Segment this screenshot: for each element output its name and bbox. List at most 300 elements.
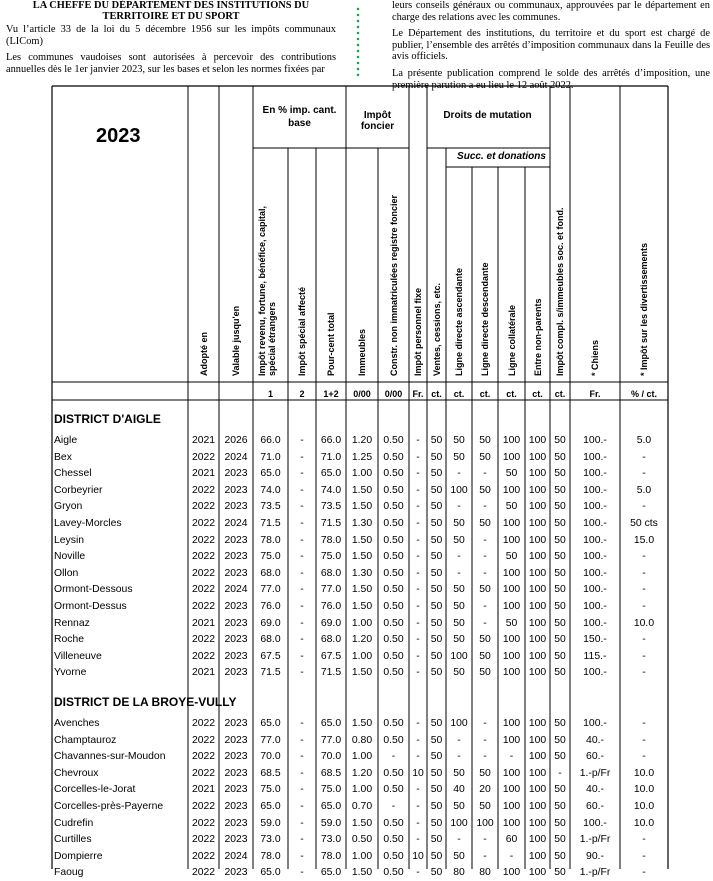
- table-cell: 67.5: [320, 650, 342, 662]
- table-cell: 50: [430, 551, 443, 563]
- intro-paragraph: Vu l’article 33 de la loi du 5 décembre 1956 sur les impôts communaux (LICom): [6, 24, 336, 47]
- col-header-ligne-collaterale: Ligne collatérale: [506, 304, 517, 376]
- table-cell: 2022: [191, 850, 216, 862]
- table-cell: 71.0: [320, 451, 342, 463]
- table-cell: 10.0: [633, 817, 655, 829]
- commune-name: Rennaz: [54, 617, 90, 629]
- table-cell: -: [642, 734, 646, 746]
- commune-name: Lavey-Morcles: [54, 518, 122, 529]
- table-cell: 1.50: [351, 718, 373, 729]
- table-cell: 50: [479, 801, 491, 812]
- department-heading: LA CHEFFE DU DÉPARTEMENT DES INSTITUTIONS DU TERRITOIRE ET DU SPORT: [32, 0, 310, 22]
- table-cell: -: [416, 834, 420, 846]
- table-cell: 80: [479, 867, 491, 879]
- commune-name: Gryon: [54, 501, 83, 513]
- table-cell: 100: [450, 718, 468, 729]
- table-cell: 66.0: [320, 435, 342, 446]
- table-cell: 71.5: [260, 518, 281, 529]
- table-cell: 50: [554, 650, 566, 662]
- intro-paragraph: Les communes vaudoises sont autorisées à percevoir des contributions annuelles dès le 1er janvier 2023, sur les bases et selon les normes fixées par: [6, 52, 336, 75]
- commune-name: Noville: [54, 551, 86, 563]
- table-cell: 2022: [191, 834, 216, 846]
- table-cell: 10: [412, 767, 424, 779]
- table-cell: -: [483, 534, 487, 546]
- table-cell: 100.-: [583, 551, 607, 563]
- col-header-impot-divertissements: * Impôt sur les divertissements: [639, 242, 649, 376]
- table-cell: 100: [528, 667, 547, 679]
- unit-cell: 2: [299, 389, 305, 399]
- table-cell: -: [483, 567, 487, 579]
- table-cell: 100: [528, 601, 547, 612]
- table-cell: -: [416, 501, 420, 513]
- table-cell: -: [457, 551, 461, 563]
- table-cell: 2021: [191, 468, 216, 480]
- table-cell: 100: [528, 718, 547, 729]
- table-cell: 50: [554, 850, 566, 862]
- table-cell: 50: [430, 650, 443, 662]
- table-cell: 100: [502, 451, 521, 463]
- table-cell: 50: [453, 767, 465, 779]
- table-cell: -: [642, 451, 646, 463]
- table-cell: 75.0: [260, 551, 281, 563]
- table-cell: 50: [430, 867, 443, 879]
- table-cell: 100.-: [583, 817, 607, 829]
- table-cell: 100: [528, 634, 547, 646]
- col-header-immeubles: Immeubles: [357, 328, 367, 376]
- table-cell: 50: [453, 617, 465, 629]
- table-cell: -: [483, 468, 487, 480]
- table-cell: -: [300, 534, 304, 546]
- table-cell: 78.0: [260, 534, 281, 546]
- table-cell: 50: [430, 501, 443, 513]
- table-cell: 59.0: [260, 817, 281, 829]
- table-cell: 2022: [191, 584, 216, 596]
- table-cell: 50: [479, 650, 491, 662]
- table-cell: -: [300, 501, 304, 513]
- table-cell: 100: [528, 468, 547, 480]
- table-cell: 0.50: [383, 650, 404, 662]
- table-cell: -: [300, 435, 304, 446]
- col-header-impot-compl-immeubles: Impôt compl. s/immeubles soc. et fond.: [555, 207, 565, 376]
- table-cell: -: [457, 567, 461, 579]
- table-cell: 50: [479, 518, 491, 529]
- table-cell: -: [416, 468, 420, 480]
- table-cell: 50: [430, 784, 443, 796]
- table-cell: -: [300, 801, 304, 812]
- table-cell: 50: [554, 734, 566, 746]
- table-cell: 71.0: [260, 451, 281, 463]
- table-cell: -: [300, 834, 304, 846]
- unit-cell: 0/00: [384, 389, 403, 399]
- table-cell: 50: [554, 817, 566, 829]
- table-cell: 68.0: [260, 567, 281, 579]
- commune-name: Corcelles-le-Jorat: [54, 784, 136, 796]
- table-cell: 50: [479, 451, 491, 463]
- unit-cell: ct.: [506, 389, 517, 399]
- table-cell: -: [416, 584, 420, 596]
- table-cell: 2024: [224, 850, 248, 862]
- group-header-pct-base: En % imp. cant. base: [262, 105, 337, 129]
- table-cell: 10.0: [633, 767, 655, 779]
- table-cell: 50: [554, 584, 566, 596]
- table-cell: 100: [502, 435, 521, 446]
- table-cell: 100.-: [583, 435, 607, 446]
- table-cell: 100: [476, 817, 494, 829]
- table-cell: 50: [430, 834, 443, 846]
- table-cell: 2022: [191, 718, 216, 729]
- table-cell: 0.50: [383, 667, 404, 679]
- table-cell: 2021: [191, 617, 216, 629]
- table-cell: 2023: [224, 751, 248, 763]
- table-cell: 100: [528, 834, 547, 846]
- table-cell: 2023: [224, 667, 248, 679]
- table-cell: -: [642, 834, 646, 846]
- table-cell: 100: [528, 650, 547, 662]
- table-cell: 1.50: [351, 601, 373, 612]
- table-cell: 2022: [191, 650, 216, 662]
- table-cell: 100.-: [583, 501, 607, 513]
- table-cell: 100.-: [583, 518, 607, 529]
- col-header-ligne-directe-descendante: Ligne directe descendante: [480, 262, 490, 376]
- commune-name: Chevroux: [54, 767, 99, 779]
- table-cell: 100.-: [583, 584, 607, 596]
- table-cell: 77.0: [260, 734, 281, 746]
- table-cell: 76.0: [260, 601, 281, 612]
- table-cell: 50: [453, 584, 465, 596]
- table-cell: 1.50: [351, 551, 373, 563]
- table-cell: 73.5: [320, 501, 342, 513]
- table-cell: -: [642, 718, 646, 729]
- table-cell: 50: [453, 801, 465, 812]
- table-cell: 10.0: [633, 801, 655, 812]
- district-heading: DISTRICT D'AIGLE: [54, 412, 161, 426]
- table-cell: 50: [554, 484, 566, 496]
- table-cell: 2022: [191, 567, 216, 579]
- table-cell: 1.00: [351, 850, 373, 862]
- table-cell: -: [391, 751, 396, 763]
- table-cell: 50: [430, 634, 443, 646]
- table-cell: 100: [502, 867, 521, 879]
- table-cell: 2023: [224, 718, 248, 729]
- table-cell: -: [416, 751, 420, 763]
- table-cell: 50: [453, 667, 465, 679]
- table-cell: 100.-: [583, 484, 607, 496]
- table-cell: 2023: [224, 834, 248, 846]
- col-header-ventes-cessions: Ventes, cessions, etc.: [431, 282, 442, 376]
- table-cell: 0.50: [383, 501, 404, 513]
- table-cell: 50: [554, 667, 566, 679]
- table-cell: 2023: [224, 767, 248, 779]
- col-header-valable-jusqu-en: Valable jusqu'en: [231, 305, 241, 376]
- table-cell: 100: [502, 650, 521, 662]
- unit-cell: ct.: [554, 389, 566, 399]
- table-cell: 2022: [191, 751, 216, 763]
- table-cell: 2024: [224, 584, 248, 596]
- commune-name: Corbeyrier: [54, 484, 103, 496]
- table-cell: -: [416, 634, 420, 646]
- table-cell: 68.0: [320, 634, 342, 646]
- table-cell: 50: [430, 584, 443, 596]
- table-cell: 1.-p/Fr: [579, 834, 611, 846]
- table-cell: 50: [430, 435, 443, 446]
- commune-name: Curtilles: [54, 834, 92, 846]
- table-cell: 40.-: [586, 784, 604, 796]
- col-header-impot-personnel-fixe: Impôt personnel fixe: [413, 287, 423, 376]
- table-cell: 50: [430, 801, 443, 812]
- table-cell: 10: [412, 850, 424, 862]
- table-cell: 73.5: [260, 501, 281, 513]
- table-cell: 2023: [224, 601, 248, 612]
- table-cell: 71.5: [320, 518, 342, 529]
- table-cell: 150.-: [583, 634, 607, 646]
- table-cell: 0.50: [383, 518, 404, 529]
- table-year: 2023: [96, 125, 141, 147]
- table-cell: 50: [430, 751, 443, 763]
- table-cell: 78.0: [320, 850, 342, 862]
- table-cell: 50: [430, 667, 443, 679]
- table-cell: 80: [453, 867, 465, 879]
- table-cell: 100: [528, 567, 547, 579]
- table-cell: 115.-: [583, 650, 607, 662]
- group-header-succ-donations: Succ. et donations: [457, 151, 546, 162]
- table-cell: 2023: [224, 468, 248, 480]
- table-cell: 1.-p/Fr: [579, 767, 611, 779]
- table-cell: 2023: [224, 534, 248, 546]
- table-cell: 100: [528, 784, 547, 796]
- table-cell: 65.0: [260, 867, 281, 879]
- table-cell: -: [416, 650, 420, 662]
- table-cell: 50: [453, 601, 465, 612]
- table-cell: 66.0: [260, 435, 281, 446]
- table-cell: 2023: [224, 551, 248, 563]
- table-cell: 90.-: [586, 850, 604, 862]
- table-cell: 2022: [191, 551, 216, 563]
- col-header-ligne-directe-ascendante: Ligne directe ascendante: [454, 267, 464, 376]
- table-cell: 1.50: [351, 867, 373, 879]
- commune-name: Champtauroz: [54, 734, 117, 746]
- table-cell: 71.5: [320, 667, 342, 679]
- table-cell: 100: [528, 451, 547, 463]
- table-cell: 0.50: [351, 834, 373, 846]
- table-cell: -: [416, 551, 420, 563]
- table-cell: 50: [554, 834, 566, 846]
- table-cell: 2024: [224, 451, 248, 463]
- table-cell: -: [300, 484, 304, 496]
- table-cell: 100: [528, 767, 547, 779]
- table-cell: 65.0: [320, 867, 342, 879]
- table-cell: 73.0: [260, 834, 281, 846]
- table-cell: 50: [554, 451, 566, 463]
- table-cell: -: [416, 567, 420, 579]
- table-cell: -: [483, 617, 487, 629]
- table-cell: 100.-: [583, 601, 607, 612]
- table-cell: 1.30: [351, 567, 373, 579]
- table-cell: 65.0: [260, 801, 281, 812]
- table-cell: 5.0: [636, 484, 652, 496]
- table-cell: -: [457, 751, 461, 763]
- table-cell: 100: [502, 767, 521, 779]
- table-cell: -: [300, 667, 304, 679]
- table-cell: 50: [554, 468, 566, 480]
- table-cell: 50: [554, 634, 566, 646]
- commune-name: Chavannes-sur-Moudon: [54, 751, 166, 763]
- table-cell: -: [300, 718, 304, 729]
- table-cell: 76.0: [320, 601, 342, 612]
- commune-name: Faoug: [54, 867, 84, 879]
- table-cell: 77.0: [320, 734, 342, 746]
- table-cell: 50: [554, 551, 566, 563]
- table-cell: 2022: [191, 451, 216, 463]
- table-cell: -: [642, 567, 646, 579]
- table-cell: 2023: [224, 867, 248, 879]
- table-cell: -: [642, 634, 646, 646]
- table-cell: 0.50: [383, 767, 404, 779]
- table-cell: 2021: [191, 667, 216, 679]
- commune-name: Aigle: [54, 435, 78, 446]
- table-cell: -: [416, 451, 420, 463]
- table-cell: -: [416, 867, 420, 879]
- table-cell: 2022: [191, 867, 216, 879]
- table-cell: 1.50: [351, 584, 373, 596]
- table-cell: 100: [502, 817, 521, 829]
- table-cell: 10.0: [633, 617, 655, 629]
- commune-name: Ormont-Dessous: [54, 584, 133, 596]
- table-cell: 100: [502, 567, 521, 579]
- table-cell: 2023: [224, 817, 248, 829]
- table-cell: 2021: [191, 435, 216, 446]
- table-cell: 50: [479, 667, 491, 679]
- table-cell: 50: [453, 850, 465, 862]
- table-cell: 100: [502, 484, 521, 496]
- col-header-constr-non-immatriculees: Constr. non immatriculées registre foncier: [388, 194, 399, 376]
- table-cell: -: [416, 484, 420, 496]
- table-cell: -: [642, 584, 646, 596]
- table-cell: -: [300, 468, 304, 480]
- table-cell: 100: [528, 551, 547, 563]
- table-cell: 100: [502, 601, 521, 612]
- table-cell: 2023: [224, 784, 248, 796]
- table-cell: 50: [479, 634, 491, 646]
- table-cell: 100: [528, 435, 547, 446]
- table-cell: 50: [430, 734, 443, 746]
- table-cell: 100: [528, 484, 547, 496]
- table-cell: 50: [554, 784, 566, 796]
- group-header-impot-foncier: Impôt foncier: [360, 110, 395, 132]
- table-cell: 2022: [191, 518, 216, 529]
- table-cell: 100: [528, 817, 547, 829]
- table-cell: 60.-: [586, 801, 604, 812]
- table-cell: 100: [528, 617, 547, 629]
- table-cell: 100: [450, 484, 468, 496]
- table-cell: 50: [430, 767, 443, 779]
- table-cell: 2023: [224, 650, 248, 662]
- commune-name: Villeneuve: [54, 650, 102, 662]
- table-cell: 60.-: [586, 751, 604, 763]
- table-cell: 100: [528, 584, 547, 596]
- table-cell: -: [391, 801, 396, 812]
- commune-name: Corcelles-près-Payerne: [54, 801, 164, 812]
- table-cell: 100: [528, 734, 547, 746]
- table-cell: 50: [430, 817, 443, 829]
- table-cell: -: [483, 734, 487, 746]
- table-cell: 0.50: [383, 867, 404, 879]
- table-cell: 50: [554, 751, 566, 763]
- table-cell: 2022: [191, 817, 216, 829]
- table-cell: 74.0: [320, 484, 342, 496]
- table-cell: -: [558, 767, 562, 779]
- table-cell: -: [483, 718, 487, 729]
- table-cell: 0.50: [383, 567, 404, 579]
- table-cell: 65.0: [320, 718, 342, 729]
- group-header-droits-mutation: Droits de mutation: [443, 110, 532, 121]
- table-cell: 100: [528, 850, 547, 862]
- table-cell: 59.0: [320, 817, 342, 829]
- table-cell: 100.-: [583, 667, 607, 679]
- table-cell: 50: [430, 850, 443, 862]
- table-cell: 15.0: [633, 534, 655, 546]
- table-cell: -: [483, 834, 487, 846]
- table-cell: 40: [453, 784, 465, 796]
- table-cell: 68.0: [320, 567, 342, 579]
- table-cell: 60: [505, 834, 518, 846]
- table-cell: 1.00: [351, 617, 373, 629]
- table-cell: -: [300, 567, 304, 579]
- table-cell: -: [457, 734, 461, 746]
- table-cell: -: [416, 801, 420, 812]
- table-cell: 70.0: [260, 751, 281, 763]
- table-cell: 50: [430, 601, 443, 612]
- table-cell: 73.0: [320, 834, 342, 846]
- table-cell: 0.50: [383, 718, 404, 729]
- table-cell: 1.50: [351, 534, 373, 546]
- table-cell: 50: [505, 468, 518, 480]
- table-cell: -: [300, 617, 304, 629]
- table-cell: 50: [554, 518, 566, 529]
- unit-cell: Fr.: [589, 389, 601, 399]
- table-cell: 50: [430, 718, 443, 729]
- table-cell: 100.-: [583, 567, 607, 579]
- table-cell: -: [416, 534, 420, 546]
- table-cell: -: [483, 501, 487, 513]
- table-cell: 50: [479, 584, 491, 596]
- table-cell: 68.5: [320, 767, 342, 779]
- table-cell: 100: [528, 534, 547, 546]
- commune-name: Yvorne: [54, 667, 87, 679]
- table-cell: 50 cts: [630, 518, 658, 529]
- table-cell: 50: [430, 518, 443, 529]
- table-cell: -: [300, 551, 304, 563]
- table-cell: 68.5: [260, 767, 281, 779]
- commune-name: Leysin: [54, 534, 85, 546]
- table-cell: 100: [528, 501, 547, 513]
- table-cell: 78.0: [260, 850, 281, 862]
- table-cell: 1.30: [351, 518, 373, 529]
- table-cell: 100: [502, 734, 521, 746]
- table-cell: -: [416, 817, 420, 829]
- table-cell: 75.0: [260, 784, 281, 796]
- table-cell: 20: [479, 784, 491, 796]
- table-cell: 100: [528, 518, 547, 529]
- table-cell: 2023: [224, 501, 248, 513]
- table-cell: 50: [505, 551, 518, 563]
- table-cell: 1.-p/Fr: [579, 867, 611, 879]
- table-cell: 0.50: [383, 551, 404, 563]
- table-cell: -: [509, 850, 514, 862]
- table-cell: 1.00: [351, 751, 373, 763]
- table-cell: 50: [453, 518, 465, 529]
- table-cell: 50: [430, 567, 443, 579]
- table-cell: 0.50: [383, 817, 404, 829]
